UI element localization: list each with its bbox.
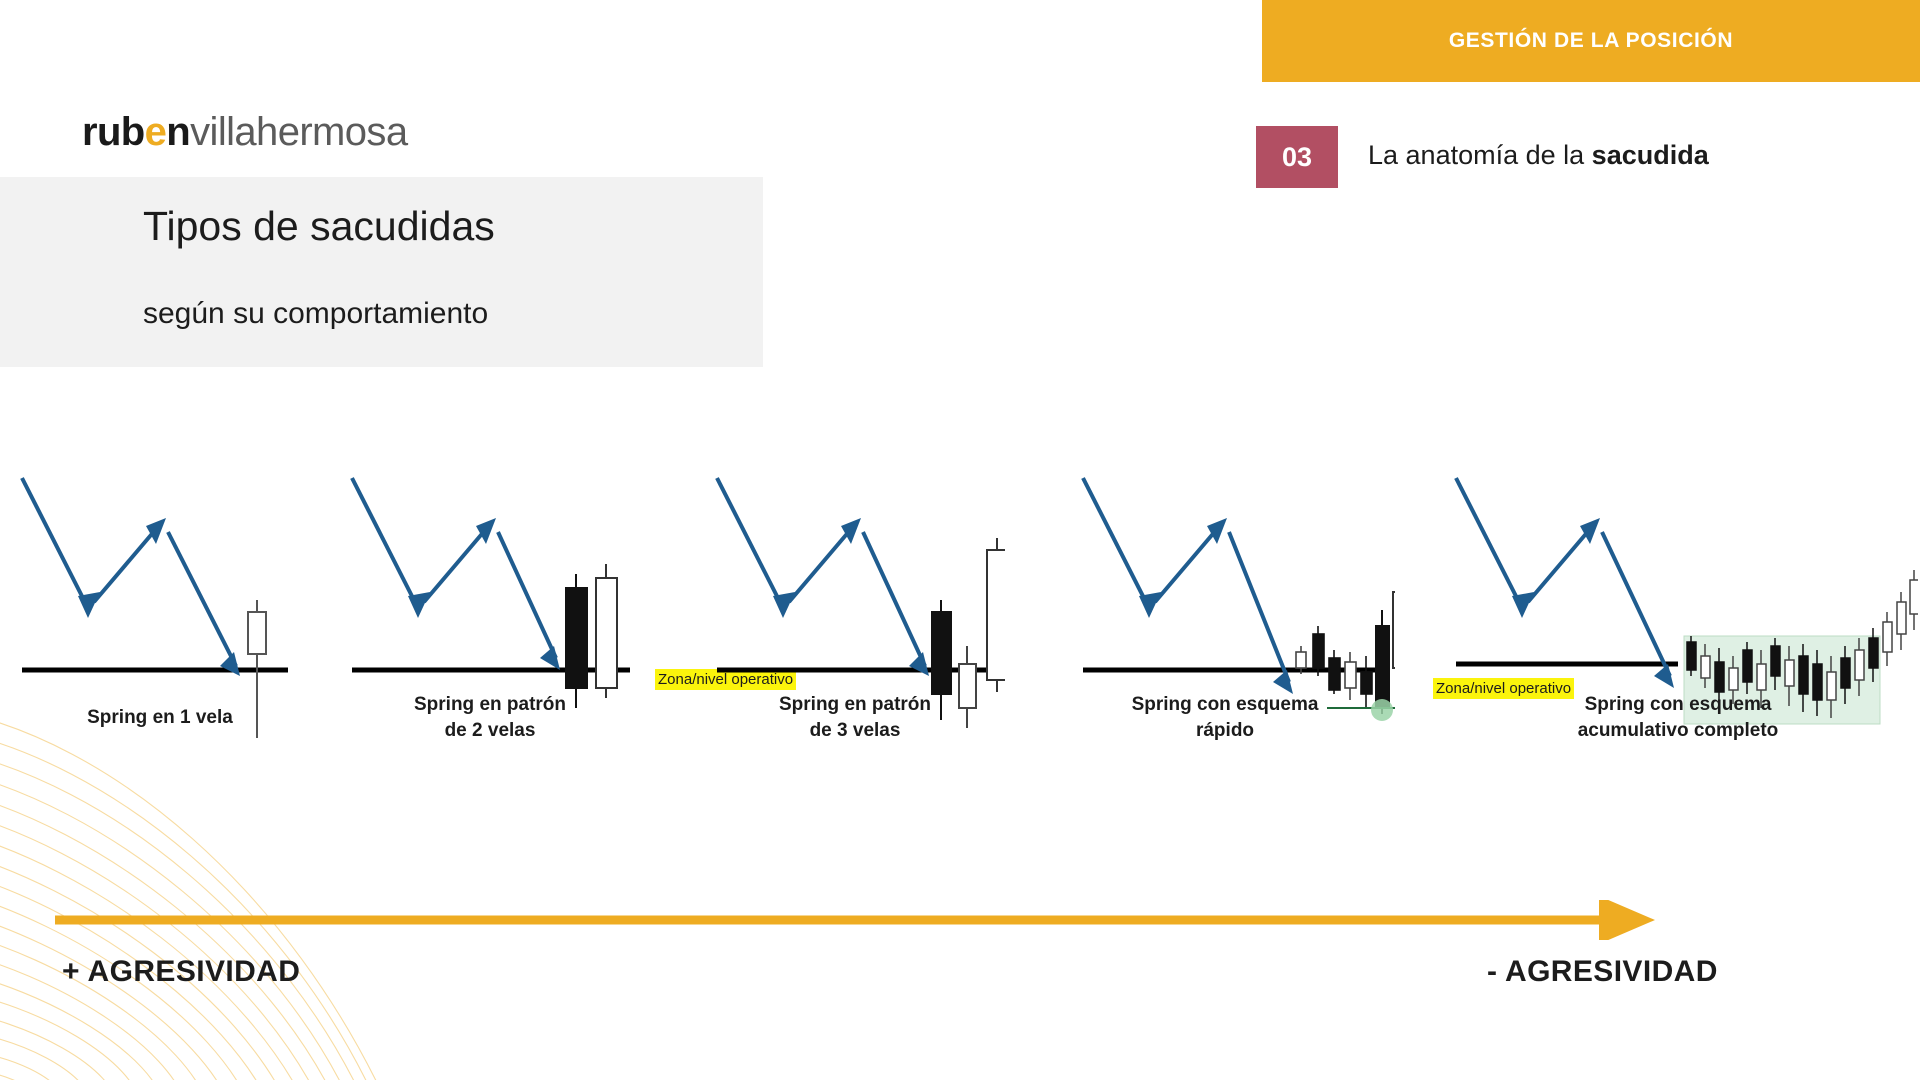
panel-4-caption-line2: rápido [1195,719,1255,741]
panel-3-caption-line2: de 3 velas [809,719,901,741]
panel-4-caption [1075,692,1375,743]
chapter-title-prefix: La anatomía de la [1368,140,1592,170]
chapter-number-badge [1256,126,1338,188]
aggressiveness-arrow [55,900,1655,940]
panel-3-caption [705,692,1005,743]
panel-5-caption-line1: Spring con esquema [1584,694,1772,715]
diagram-spring-2-velas [340,460,640,760]
header-band-label: GESTIÓN DE LA POSICIÓN [1448,29,1734,52]
diagram-spring-esquema-rapido [1075,460,1375,760]
zone-label-2: Zona/nivel operativo [1433,678,1574,699]
header-band [1262,0,1920,82]
brand-logo [82,110,407,155]
diagram-spring-3-velas [705,460,1005,760]
aggressiveness-right-label: - AGRESIVIDAD [1487,955,1718,988]
logo-part-1: rub [82,110,145,154]
page-subtitle: según su comportamiento [143,297,489,330]
aggressiveness-left-label: + AGRESIVIDAD [62,955,301,988]
chapter-title [1368,140,1709,171]
page-title: Tipos de sacudidas [143,203,495,249]
panel-2-caption-line1: Spring en patrón [414,694,566,715]
panel-5-caption [1453,692,1903,743]
panel-2-caption [340,692,640,743]
chapter-title-bold: sacudida [1591,140,1709,170]
logo-part-2: n [166,110,191,154]
chapter-number-text: 03 [1281,141,1313,172]
panel-2-caption-line2: de 2 velas [444,719,536,741]
panel-3-caption-line1: Spring en patrón [779,694,931,715]
panel-1-caption-line1: Spring en 1 vela [87,707,233,728]
zone-label-1: Zona/nivel operativo [655,669,796,690]
diagram-spring-1-vela [10,460,310,760]
logo-accent-letter: e [144,110,167,154]
logo-part-3: villahermosa [190,110,408,154]
diagram-spring-esquema-acumulativo [1448,460,1918,760]
panel-4-caption-line1: Spring con esquema [1131,694,1319,715]
panel-1-caption [10,705,310,731]
panel-5-caption-line2: acumulativo completo [1577,719,1779,741]
